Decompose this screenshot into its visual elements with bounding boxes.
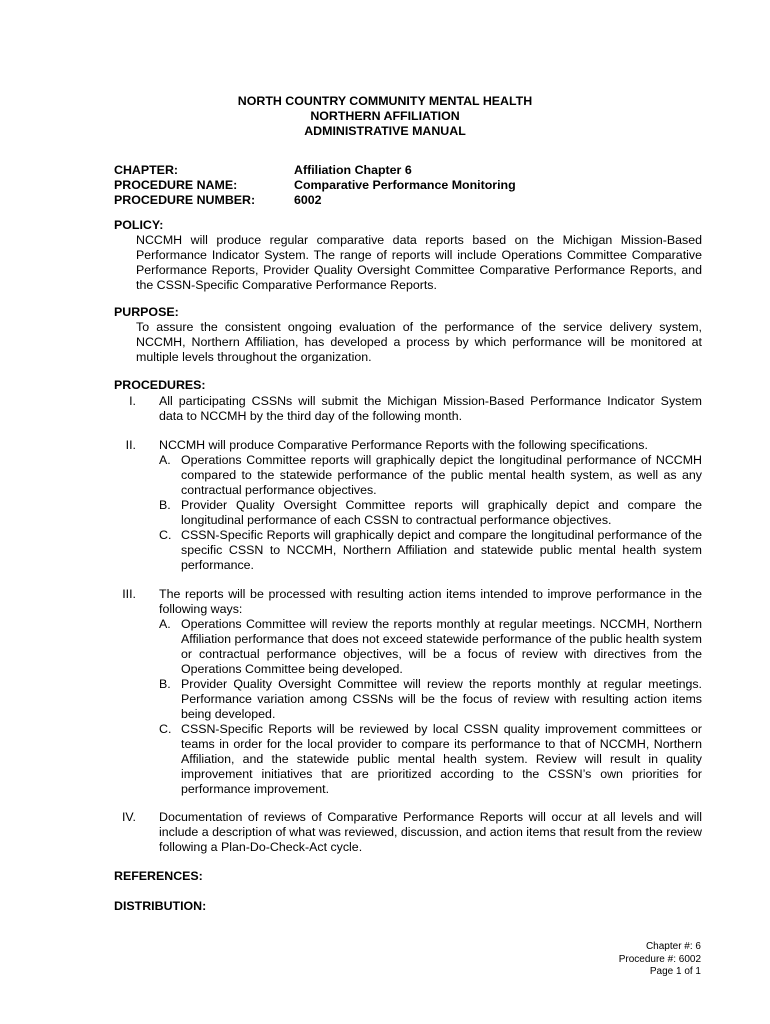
- footer-procedure: Procedure #: 6002: [618, 953, 701, 965]
- sub-text: CSSN-Specific Reports will be reviewed by local CSSN quality improvement committees or teams in order for the local provider to compare its performance to that of NCCMH, Northern Affiliation, and the statewide public mental health system. Review will result in quality improvement initiatives that are prioritized according to the CSSN’s own priorities for performance improvement.: [181, 722, 702, 796]
- procedure-number-value: 6002: [294, 193, 322, 207]
- item-text: NCCMH will produce Comparative Performance Reports with the following specifications.: [159, 438, 648, 452]
- sub-letter: A.: [159, 617, 171, 631]
- sub-text: Provider Quality Oversight Committee will review the reports monthly at regular meetings. Performance variation among CSSNs will be the focus of review with resulting action items being developed.: [181, 677, 702, 721]
- item-number: IV.: [121, 810, 136, 824]
- policy-heading: POLICY:: [114, 218, 164, 232]
- procedure-name-label: PROCEDURE NAME:: [114, 178, 238, 192]
- sub-item: [159, 722, 702, 797]
- org-name: NORTH COUNTRY COMMUNITY MENTAL HEALTH: [237, 94, 533, 108]
- sub-text: CSSN-Specific Reports will graphically depict and compare the longitudinal performance of the specific CSSN to NCCMH, Northern Affiliation and statewide public mental health system performance.: [181, 528, 702, 572]
- sub-item: [159, 498, 702, 528]
- footer-chapter: Chapter #: 6: [645, 941, 701, 952]
- sub-letter: B.: [159, 677, 171, 691]
- item-text: The reports will be processed with resulting action items intended to improve performance in the following ways:: [159, 587, 702, 616]
- procedure-item-1: [114, 394, 702, 424]
- procedure-meta: [114, 163, 516, 208]
- manual-title: ADMINISTRATIVE MANUAL: [304, 124, 466, 138]
- purpose-heading: PURPOSE:: [114, 305, 179, 319]
- item-number: III.: [122, 587, 136, 601]
- purpose-text: To assure the consistent ongoing evaluation of the performance of the service delivery system, NCCMH, Northern Affiliation, has developed a process by which performance will be monitored at multiple levels throughout the organization.: [136, 320, 702, 364]
- item-text: All participating CSSNs will submit the Michigan Mission-Based Performance Indicator System data to NCCMH by the third day of the following month.: [159, 394, 702, 423]
- document-header: [0, 94, 770, 139]
- chapter-label: CHAPTER:: [114, 163, 179, 177]
- chapter-value: Affiliation Chapter 6: [294, 163, 412, 177]
- sub-letter: C.: [159, 722, 172, 736]
- sub-item: [159, 453, 702, 498]
- references-heading: REFERENCES:: [114, 869, 203, 883]
- procedure-name-value: Comparative Performance Monitoring: [294, 178, 516, 192]
- footer-page-number: Page 1 of 1: [649, 966, 701, 977]
- procedure-item-4: [114, 810, 702, 855]
- sub-item: [159, 677, 702, 722]
- procedure-number-label: PROCEDURE NUMBER:: [114, 193, 256, 207]
- sub-letter: B.: [159, 498, 171, 512]
- sub-letter: C.: [159, 528, 172, 542]
- sub-text: Operations Committee reports will graphically depict the longitudinal performance of NCCMH compared to the statewide performance of the public mental health system, as well as any contractual performance objectives.: [181, 453, 702, 497]
- procedure-item-2: [114, 438, 702, 573]
- item-text: Documentation of reviews of Comparative Performance Reports will occur at all levels and will include a description of what was reviewed, discussion, and action items that result from the review following a Plan-Do-Check-Act cycle.: [159, 810, 702, 854]
- policy-text: NCCMH will produce regular comparative data reports based on the Michigan Mission-Based Performance Indicator System. The range of reports will include Operations Committee Comparative Performance Reports, Provider Quality Oversight Committee Comparative Performance Reports, and the CSSN-Specific Comparative Performance Reports.: [136, 233, 702, 292]
- sub-letter: A.: [159, 453, 171, 467]
- procedures-heading: PROCEDURES:: [114, 378, 206, 392]
- sub-item: [159, 617, 702, 677]
- sub-text: Operations Committee will review the reports monthly at regular meetings. NCCMH, Northern Affiliation performance that does not exceed statewide performance of the public health system or contractual performance objectives, will be a focus of review with directives from the Operations Committee being developed.: [181, 617, 702, 676]
- distribution-heading: DISTRIBUTION:: [114, 899, 207, 913]
- item-number: I.: [129, 394, 136, 408]
- sub-item: [159, 528, 702, 573]
- procedure-item-3: [114, 587, 702, 797]
- affiliation-name: NORTHERN AFFILIATION: [310, 109, 460, 123]
- page-footer: [619, 941, 701, 979]
- sub-text: Provider Quality Oversight Committee reports will graphically depict and compare the longitudinal performance of each CSSN to contractual performance objectives.: [181, 498, 702, 527]
- item-number: II.: [125, 438, 136, 452]
